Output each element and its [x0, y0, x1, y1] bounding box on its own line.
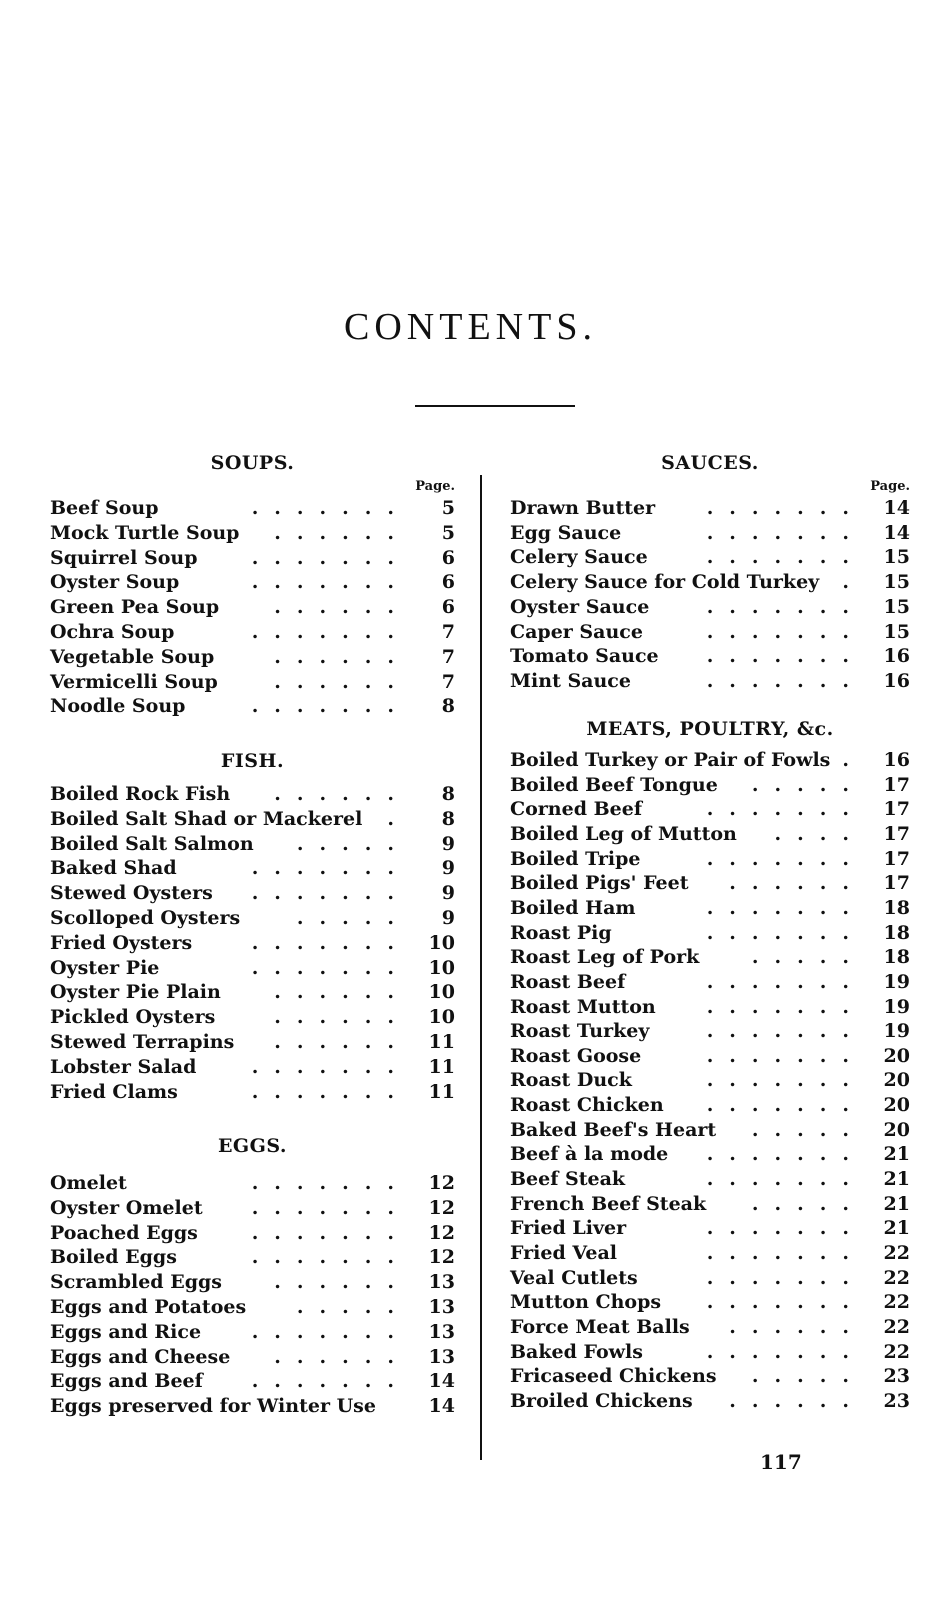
- toc-entry: [510, 571, 910, 595]
- entry-page-number: 15: [883, 595, 910, 618]
- leader-dots: .......: [706, 1242, 865, 1264]
- entry-title: Baked Fowls: [510, 1340, 643, 1363]
- toc-entry: [50, 1246, 455, 1270]
- toc-entry: [510, 1341, 910, 1365]
- entry-title: Oyster Soup: [50, 571, 180, 594]
- toc-entry: [510, 1020, 910, 1044]
- leader-dots: .....: [751, 1192, 865, 1215]
- entry-page-number: 10: [428, 956, 455, 979]
- entry-title: Boiled Pigs' Feet: [510, 872, 689, 895]
- entry-page-number: 16: [883, 645, 910, 668]
- leader-dots: .: [842, 571, 865, 594]
- leader-dots: .......: [706, 1168, 865, 1191]
- leader-dots: ......: [729, 1389, 865, 1412]
- entry-title: Oyster Omelet: [50, 1196, 203, 1219]
- leader-dots: .....: [296, 832, 410, 855]
- toc-entry: [50, 857, 455, 881]
- leader-dots: .....: [751, 1118, 865, 1141]
- entry-title: Boiled Ham: [510, 896, 636, 919]
- entry-page-number: 21: [883, 1168, 910, 1191]
- leader-dots: ......: [274, 1345, 410, 1368]
- leader-dots: ......: [274, 670, 410, 693]
- entry-page-number: 19: [883, 995, 910, 1018]
- leader-dots: .......: [706, 620, 865, 643]
- entry-page-number: 14: [883, 521, 910, 544]
- entry-page-number: 15: [883, 571, 910, 594]
- leader-dots: ......: [274, 981, 410, 1004]
- entry-title: Ochra Soup: [50, 621, 175, 643]
- leader-dots: .......: [706, 521, 865, 544]
- entry-title: Eggs preserved for Winter Use: [50, 1395, 376, 1418]
- entry-page-number: 20: [883, 1118, 910, 1141]
- leader-dots: .......: [706, 1094, 865, 1117]
- leader-dots: .......: [251, 1055, 410, 1078]
- toc-entry: [50, 1395, 455, 1419]
- entry-page-number: 17: [883, 872, 910, 895]
- entry-title: Roast Leg of Pork: [510, 946, 700, 969]
- entry-title: Baked Shad: [50, 857, 177, 880]
- toc-entry: [510, 1143, 910, 1167]
- entry-title: Celery Sauce for Cold Turkey: [510, 571, 820, 594]
- entry-page-number: 17: [883, 847, 910, 870]
- leader-dots: .......: [251, 1080, 410, 1103]
- leader-dots: .......: [251, 546, 410, 569]
- leader-dots: .: [387, 807, 410, 830]
- page-title: CONTENTS.: [344, 306, 597, 348]
- entry-title: Boiled Salt Salmon: [50, 832, 254, 855]
- entry-title: Roast Turkey: [510, 1020, 650, 1043]
- leader-dots: .......: [251, 695, 410, 718]
- section-heading: SOUPS.: [210, 452, 295, 474]
- leader-dots: ......: [274, 521, 410, 544]
- entry-page-number: 9: [441, 907, 455, 929]
- entry-title: Mutton Chops: [510, 1291, 662, 1314]
- leader-dots: .......: [706, 595, 865, 618]
- toc-entry: [50, 808, 455, 832]
- entry-title: Fricaseed Chickens: [510, 1365, 717, 1388]
- entry-title: Boiled Leg of Mutton: [510, 822, 737, 845]
- entry-page-number: 5: [441, 497, 455, 519]
- entry-title: Boiled Rock Fish: [50, 783, 231, 805]
- entry-page-number: 16: [883, 749, 910, 771]
- leader-dots: .......: [251, 882, 410, 905]
- entry-page-number: 18: [883, 921, 910, 944]
- toc-entry: [510, 922, 910, 946]
- toc-entry: [510, 971, 910, 995]
- entry-title: French Beef Steak: [510, 1192, 707, 1215]
- entry-page-number: 10: [428, 1006, 455, 1029]
- entry-title: Green Pea Soup: [50, 596, 220, 619]
- entry-title: Omelet: [50, 1172, 127, 1194]
- entry-title: Boiled Beef Tongue: [510, 773, 718, 796]
- toc-entry: [510, 546, 910, 570]
- leader-dots: .......: [706, 645, 865, 668]
- toc-entry: [50, 1056, 455, 1080]
- entry-page-number: 18: [883, 946, 910, 969]
- page-number: 117: [760, 1450, 802, 1474]
- toc-entry: [510, 1193, 910, 1217]
- entry-title: Poached Eggs: [50, 1221, 198, 1244]
- toc-entry: [50, 1346, 455, 1370]
- entry-title: Boiled Eggs: [50, 1246, 177, 1269]
- toc-entry: [50, 547, 455, 571]
- leader-dots: .......: [251, 1246, 410, 1269]
- entry-page-number: 13: [428, 1271, 455, 1294]
- entry-page-number: 22: [883, 1266, 910, 1289]
- entry-title: Broiled Chickens: [510, 1389, 693, 1412]
- entry-page-number: 11: [428, 1031, 455, 1053]
- entry-title: Drawn Butter: [510, 497, 656, 519]
- leader-dots: .......: [251, 497, 410, 519]
- entry-title: Egg Sauce: [510, 521, 622, 544]
- entry-title: Boiled Turkey or Pair of Fowls: [510, 749, 831, 771]
- leader-dots: .......: [706, 669, 865, 692]
- toc-entry: [50, 522, 455, 546]
- entry-page-number: 11: [428, 1055, 455, 1078]
- entry-page-number: 13: [428, 1345, 455, 1368]
- entry-page-number: 16: [883, 669, 910, 692]
- entry-page-number: 22: [883, 1315, 910, 1338]
- toc-entry: [50, 957, 455, 981]
- leader-dots: .....: [751, 1365, 865, 1388]
- leader-dots: .......: [706, 1143, 865, 1166]
- leader-dots: .......: [706, 1069, 865, 1092]
- entry-page-number: 15: [883, 546, 910, 569]
- leader-dots: .......: [251, 571, 410, 594]
- entry-title: Oyster Pie: [50, 956, 160, 979]
- entry-title: Mint Sauce: [510, 669, 631, 692]
- entry-title: Roast Mutton: [510, 995, 656, 1018]
- entry-page-number: 17: [883, 798, 910, 821]
- leader-dots: .......: [706, 1217, 865, 1240]
- section-heading: FISH.: [220, 750, 285, 772]
- leader-dots: .......: [706, 970, 865, 993]
- entry-page-number: 19: [883, 1020, 910, 1043]
- entry-page-number: 5: [441, 521, 455, 544]
- toc-entry: [510, 823, 910, 847]
- entry-title: Force Meat Balls: [510, 1315, 690, 1338]
- entry-title: Roast Pig: [510, 921, 612, 944]
- leader-dots: .: [842, 749, 865, 771]
- entry-title: Mock Turtle Soup: [50, 521, 240, 544]
- entry-page-number: 10: [428, 981, 455, 1004]
- entry-page-number: 14: [883, 497, 910, 519]
- entry-title: Pickled Oysters: [50, 1006, 216, 1029]
- toc-entry: [50, 571, 455, 595]
- entry-page-number: 21: [883, 1217, 910, 1240]
- entry-page-number: 17: [883, 773, 910, 796]
- entry-page-number: 7: [441, 670, 455, 693]
- entry-page-number: 11: [428, 1080, 455, 1103]
- leader-dots: ......: [729, 1315, 865, 1338]
- leader-dots: .......: [706, 847, 865, 870]
- leader-dots: .......: [251, 931, 410, 954]
- toc-entry: [510, 1094, 910, 1118]
- toc-entry: [510, 621, 910, 645]
- toc-entry: [510, 1119, 910, 1143]
- entry-page-number: 8: [441, 783, 455, 805]
- title-rule: [415, 405, 575, 407]
- toc-entry: [50, 1006, 455, 1030]
- entry-title: Eggs and Cheese: [50, 1345, 231, 1368]
- entry-title: Corned Beef: [510, 798, 643, 821]
- entry-title: Fried Liver: [510, 1217, 627, 1240]
- toc-entry: [510, 1069, 910, 1093]
- toc-entry: [50, 497, 455, 521]
- toc-entry: [50, 783, 455, 807]
- leader-dots: .......: [251, 1221, 410, 1244]
- leader-dots: ......: [729, 872, 865, 895]
- column-divider: [480, 475, 482, 1460]
- leader-dots: .......: [706, 1044, 865, 1067]
- toc-entry: [510, 1390, 910, 1414]
- entry-page-number: 9: [441, 882, 455, 905]
- entry-title: Celery Sauce: [510, 546, 648, 569]
- entry-page-number: 20: [883, 1069, 910, 1092]
- entry-title: Scrambled Eggs: [50, 1271, 222, 1294]
- leader-dots: .......: [706, 497, 865, 519]
- toc-entry: [50, 833, 455, 857]
- leader-dots: .......: [251, 1196, 410, 1219]
- entry-page-number: 6: [441, 571, 455, 594]
- entry-page-number: 7: [441, 621, 455, 643]
- entry-title: Eggs and Beef: [50, 1370, 203, 1393]
- toc-entry: [510, 996, 910, 1020]
- leader-dots: .......: [251, 857, 410, 880]
- entry-title: Veal Cutlets: [510, 1266, 638, 1289]
- entry-page-number: 20: [883, 1044, 910, 1067]
- entry-title: Squirrel Soup: [50, 546, 198, 569]
- entry-title: Eggs and Potatoes: [50, 1296, 247, 1318]
- entry-title: Roast Goose: [510, 1044, 642, 1067]
- entry-page-number: 15: [883, 620, 910, 643]
- entry-title: Beef Soup: [50, 497, 159, 519]
- entry-page-number: 21: [883, 1192, 910, 1215]
- entry-title: Oyster Sauce: [510, 595, 650, 618]
- leader-dots: ......: [274, 596, 410, 619]
- entry-title: Tomato Sauce: [510, 645, 659, 668]
- entry-page-number: 9: [441, 857, 455, 880]
- section-heading: SAUCES.: [661, 452, 759, 474]
- toc-entry: [50, 1296, 455, 1320]
- toc-entry: [510, 1365, 910, 1389]
- toc-entry: [50, 695, 455, 719]
- entry-title: Stewed Terrapins: [50, 1031, 235, 1053]
- toc-entry: [50, 907, 455, 931]
- toc-entry: [510, 596, 910, 620]
- toc-entry: [510, 1168, 910, 1192]
- entry-page-number: 23: [883, 1389, 910, 1412]
- entry-page-number: 13: [428, 1296, 455, 1318]
- toc-entry: [510, 774, 910, 798]
- entry-title: Eggs and Rice: [50, 1320, 202, 1343]
- entry-page-number: 17: [883, 822, 910, 845]
- toc-entry: [50, 1197, 455, 1221]
- entry-page-number: 12: [428, 1172, 455, 1194]
- leader-dots: .......: [706, 546, 865, 569]
- toc-entry: [50, 882, 455, 906]
- leader-dots: ......: [274, 1271, 410, 1294]
- leader-dots: .......: [251, 1172, 410, 1194]
- leader-dots: ....: [774, 822, 865, 845]
- toc-entry: [510, 670, 910, 694]
- toc-entry: [510, 1267, 910, 1291]
- toc-entry: [510, 872, 910, 896]
- leader-dots: ......: [274, 1031, 410, 1053]
- section-heading: EGGS.: [217, 1135, 288, 1157]
- toc-entry: [50, 646, 455, 670]
- entry-title: Boiled Salt Shad or Mackerel: [50, 807, 363, 830]
- leader-dots: .......: [706, 995, 865, 1018]
- entry-title: Vermicelli Soup: [50, 670, 218, 693]
- entry-page-number: 21: [883, 1143, 910, 1166]
- entry-page-number: 10: [428, 931, 455, 954]
- entry-title: Roast Duck: [510, 1069, 632, 1092]
- entry-page-number: 12: [428, 1221, 455, 1244]
- leader-dots: .......: [251, 1320, 410, 1343]
- leader-dots: .......: [706, 1266, 865, 1289]
- toc-entry: [50, 1031, 455, 1055]
- toc-entry: [50, 1081, 455, 1105]
- toc-entry: [50, 621, 455, 645]
- toc-entry: [510, 897, 910, 921]
- entry-title: Lobster Salad: [50, 1055, 197, 1078]
- entry-page-number: 12: [428, 1196, 455, 1219]
- entry-title: Roast Chicken: [510, 1094, 664, 1117]
- entry-title: Boiled Tripe: [510, 847, 641, 870]
- leader-dots: .......: [251, 621, 410, 643]
- entry-page-number: 12: [428, 1246, 455, 1269]
- toc-entry: [510, 1045, 910, 1069]
- page-column-label: Page.: [415, 479, 455, 494]
- toc-entry: [510, 749, 910, 773]
- toc-entry: [510, 522, 910, 546]
- page-column-label: Page.: [870, 479, 910, 494]
- section-heading: MEATS, POULTRY, &c.: [586, 718, 834, 740]
- entry-page-number: 8: [441, 807, 455, 830]
- entry-page-number: 14: [428, 1370, 455, 1393]
- toc-entry: [510, 1242, 910, 1266]
- leader-dots: ......: [274, 1006, 410, 1029]
- entry-title: Fried Oysters: [50, 931, 193, 954]
- leader-dots: .....: [296, 907, 410, 929]
- toc-entry: [510, 798, 910, 822]
- toc-entry: [50, 596, 455, 620]
- entry-title: Vegetable Soup: [50, 645, 215, 668]
- entry-page-number: 7: [441, 645, 455, 668]
- leader-dots: .......: [251, 1370, 410, 1393]
- entry-title: Scolloped Oysters: [50, 907, 241, 929]
- toc-entry: [510, 946, 910, 970]
- entry-title: Roast Beef: [510, 970, 626, 993]
- entry-page-number: 23: [883, 1365, 910, 1388]
- entry-page-number: 14: [428, 1395, 455, 1418]
- entry-title: Beef à la mode: [510, 1143, 669, 1166]
- entry-title: Caper Sauce: [510, 620, 643, 643]
- entry-page-number: 8: [441, 695, 455, 718]
- entry-title: Stewed Oysters: [50, 882, 213, 905]
- entry-page-number: 13: [428, 1320, 455, 1343]
- leader-dots: .....: [296, 1296, 410, 1318]
- leader-dots: .......: [706, 798, 865, 821]
- entry-title: Noodle Soup: [50, 695, 186, 718]
- leader-dots: .......: [706, 1340, 865, 1363]
- toc-entry: [510, 497, 910, 521]
- entry-title: Oyster Pie Plain: [50, 981, 221, 1004]
- leader-dots: ......: [274, 645, 410, 668]
- toc-entry: [510, 1316, 910, 1340]
- leader-dots: .......: [706, 1291, 865, 1314]
- entry-title: Beef Steak: [510, 1168, 626, 1191]
- leader-dots: ......: [274, 783, 410, 805]
- leader-dots: .....: [751, 773, 865, 796]
- toc-entry: [50, 1172, 455, 1196]
- toc-entry: [50, 671, 455, 695]
- toc-entry: [510, 848, 910, 872]
- entry-page-number: 18: [883, 896, 910, 919]
- toc-entry: [510, 1291, 910, 1315]
- leader-dots: .....: [751, 946, 865, 969]
- entry-page-number: 19: [883, 970, 910, 993]
- entry-page-number: 22: [883, 1291, 910, 1314]
- entry-page-number: 9: [441, 832, 455, 855]
- toc-entry: [50, 1370, 455, 1394]
- toc-entry: [510, 645, 910, 669]
- toc-entry: [50, 932, 455, 956]
- entry-page-number: 22: [883, 1340, 910, 1363]
- leader-dots: .......: [706, 896, 865, 919]
- toc-entry: [50, 1271, 455, 1295]
- leader-dots: .......: [706, 1020, 865, 1043]
- toc-entry: [50, 981, 455, 1005]
- entry-title: Fried Veal: [510, 1242, 617, 1264]
- entry-page-number: 20: [883, 1094, 910, 1117]
- toc-entry: [510, 1217, 910, 1241]
- leader-dots: .......: [251, 956, 410, 979]
- leader-dots: .......: [706, 921, 865, 944]
- entry-title: Baked Beef's Heart: [510, 1118, 717, 1141]
- toc-entry: [50, 1222, 455, 1246]
- entry-title: Fried Clams: [50, 1080, 178, 1103]
- entry-page-number: 22: [883, 1242, 910, 1264]
- toc-entry: [50, 1321, 455, 1345]
- entry-page-number: 6: [441, 546, 455, 569]
- entry-page-number: 6: [441, 596, 455, 619]
